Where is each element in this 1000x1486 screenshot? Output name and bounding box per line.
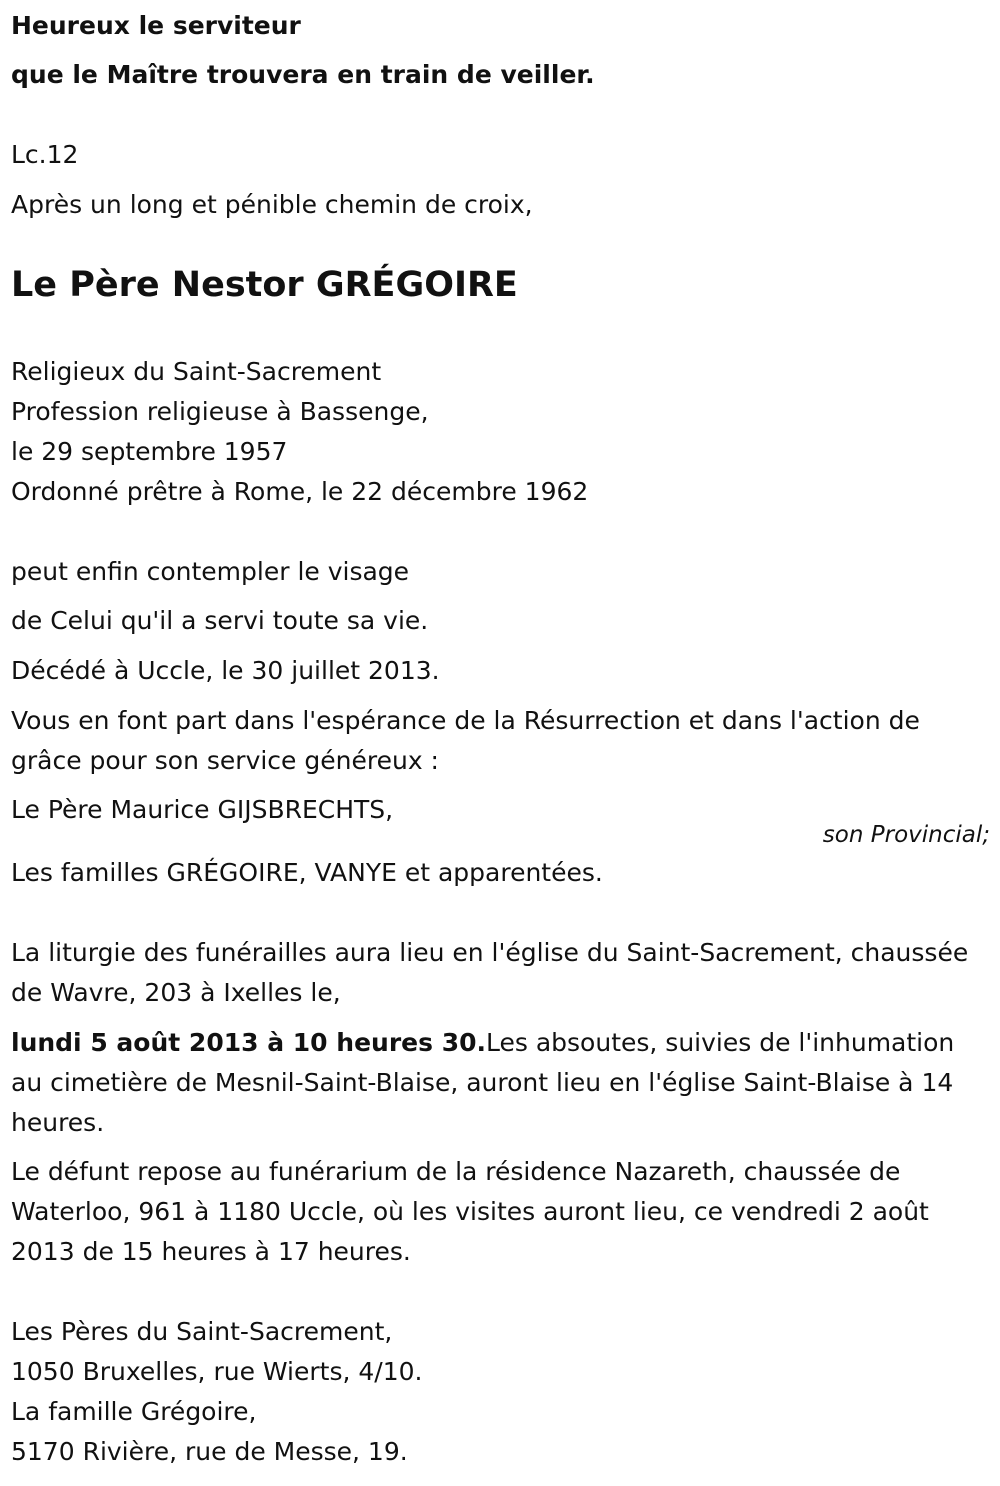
address-line-2: 1050 Bruxelles, rue Wierts, 4/10. — [11, 1357, 423, 1386]
bio-line-3: le 29 septembre 1957 — [11, 437, 288, 466]
address-line-4: 5170 Rivière, rue de Messe, 19. — [11, 1437, 408, 1466]
families-text: Les familles GRÉGOIRE, VANYE et apparentées. — [11, 858, 603, 887]
address-line-1: Les Pères du Saint-Sacrement, — [11, 1317, 393, 1346]
funeral-date: lundi 5 août 2013 à 10 heures 30. — [11, 1028, 486, 1057]
body-line-1: peut enfin contempler le visage — [11, 557, 410, 586]
intro-text: Après un long et pénible chemin de croix, — [11, 190, 533, 219]
epigraph-line-1: Heureux le serviteur — [11, 11, 301, 40]
bio-line-2: Profession religieuse à Bassenge, — [11, 397, 429, 426]
bio-line-1: Religieux du Saint-Sacrement — [11, 357, 382, 386]
epigraph-line-2: que le Maître trouvera en train de veiller. — [11, 60, 595, 89]
bio-line-4: Ordonné prêtre à Rome, le 22 décembre 1962 — [11, 477, 589, 506]
deceased-name: Le Père Nestor GRÉGOIRE — [11, 265, 518, 305]
provincial-role: son Provincial; — [822, 822, 990, 848]
absoute-text: Les absoutes, suivies de l'inhumation au cimetière de Mesnil-Saint-Blaise, auront lieu en l'église Saint-Blaise à 14 heures. — [11, 1028, 955, 1137]
death-notice: Décédé à Uccle, le 30 juillet 2013. — [11, 656, 440, 685]
address-line-3: La famille Grégoire, — [11, 1397, 257, 1426]
epigraph-reference: Lc.12 — [11, 140, 79, 169]
funeral-details — [11, 1023, 986, 1143]
liturgy-text: La liturgie des funérailles aura lieu en l'église du Saint-Sacrement, chaussée de Wavre, 203 à Ixelles le, — [11, 938, 969, 1007]
rest-text: Le défunt repose au funérarium de la résidence Nazareth, chaussée de Waterloo, 961 à 1180 Uccle, où les visites auront lieu, ce vendredi 2 août 2013 de 15 heures à 17 heures. — [11, 1157, 929, 1266]
announcement-text: Vous en font part dans l'espérance de la Résurrection et dans l'action de grâce pour son service généreux : — [11, 706, 920, 775]
provincial-name: Le Père Maurice GIJSBRECHTS, — [11, 795, 394, 824]
body-line-2: de Celui qu'il a servi toute sa vie. — [11, 606, 429, 635]
